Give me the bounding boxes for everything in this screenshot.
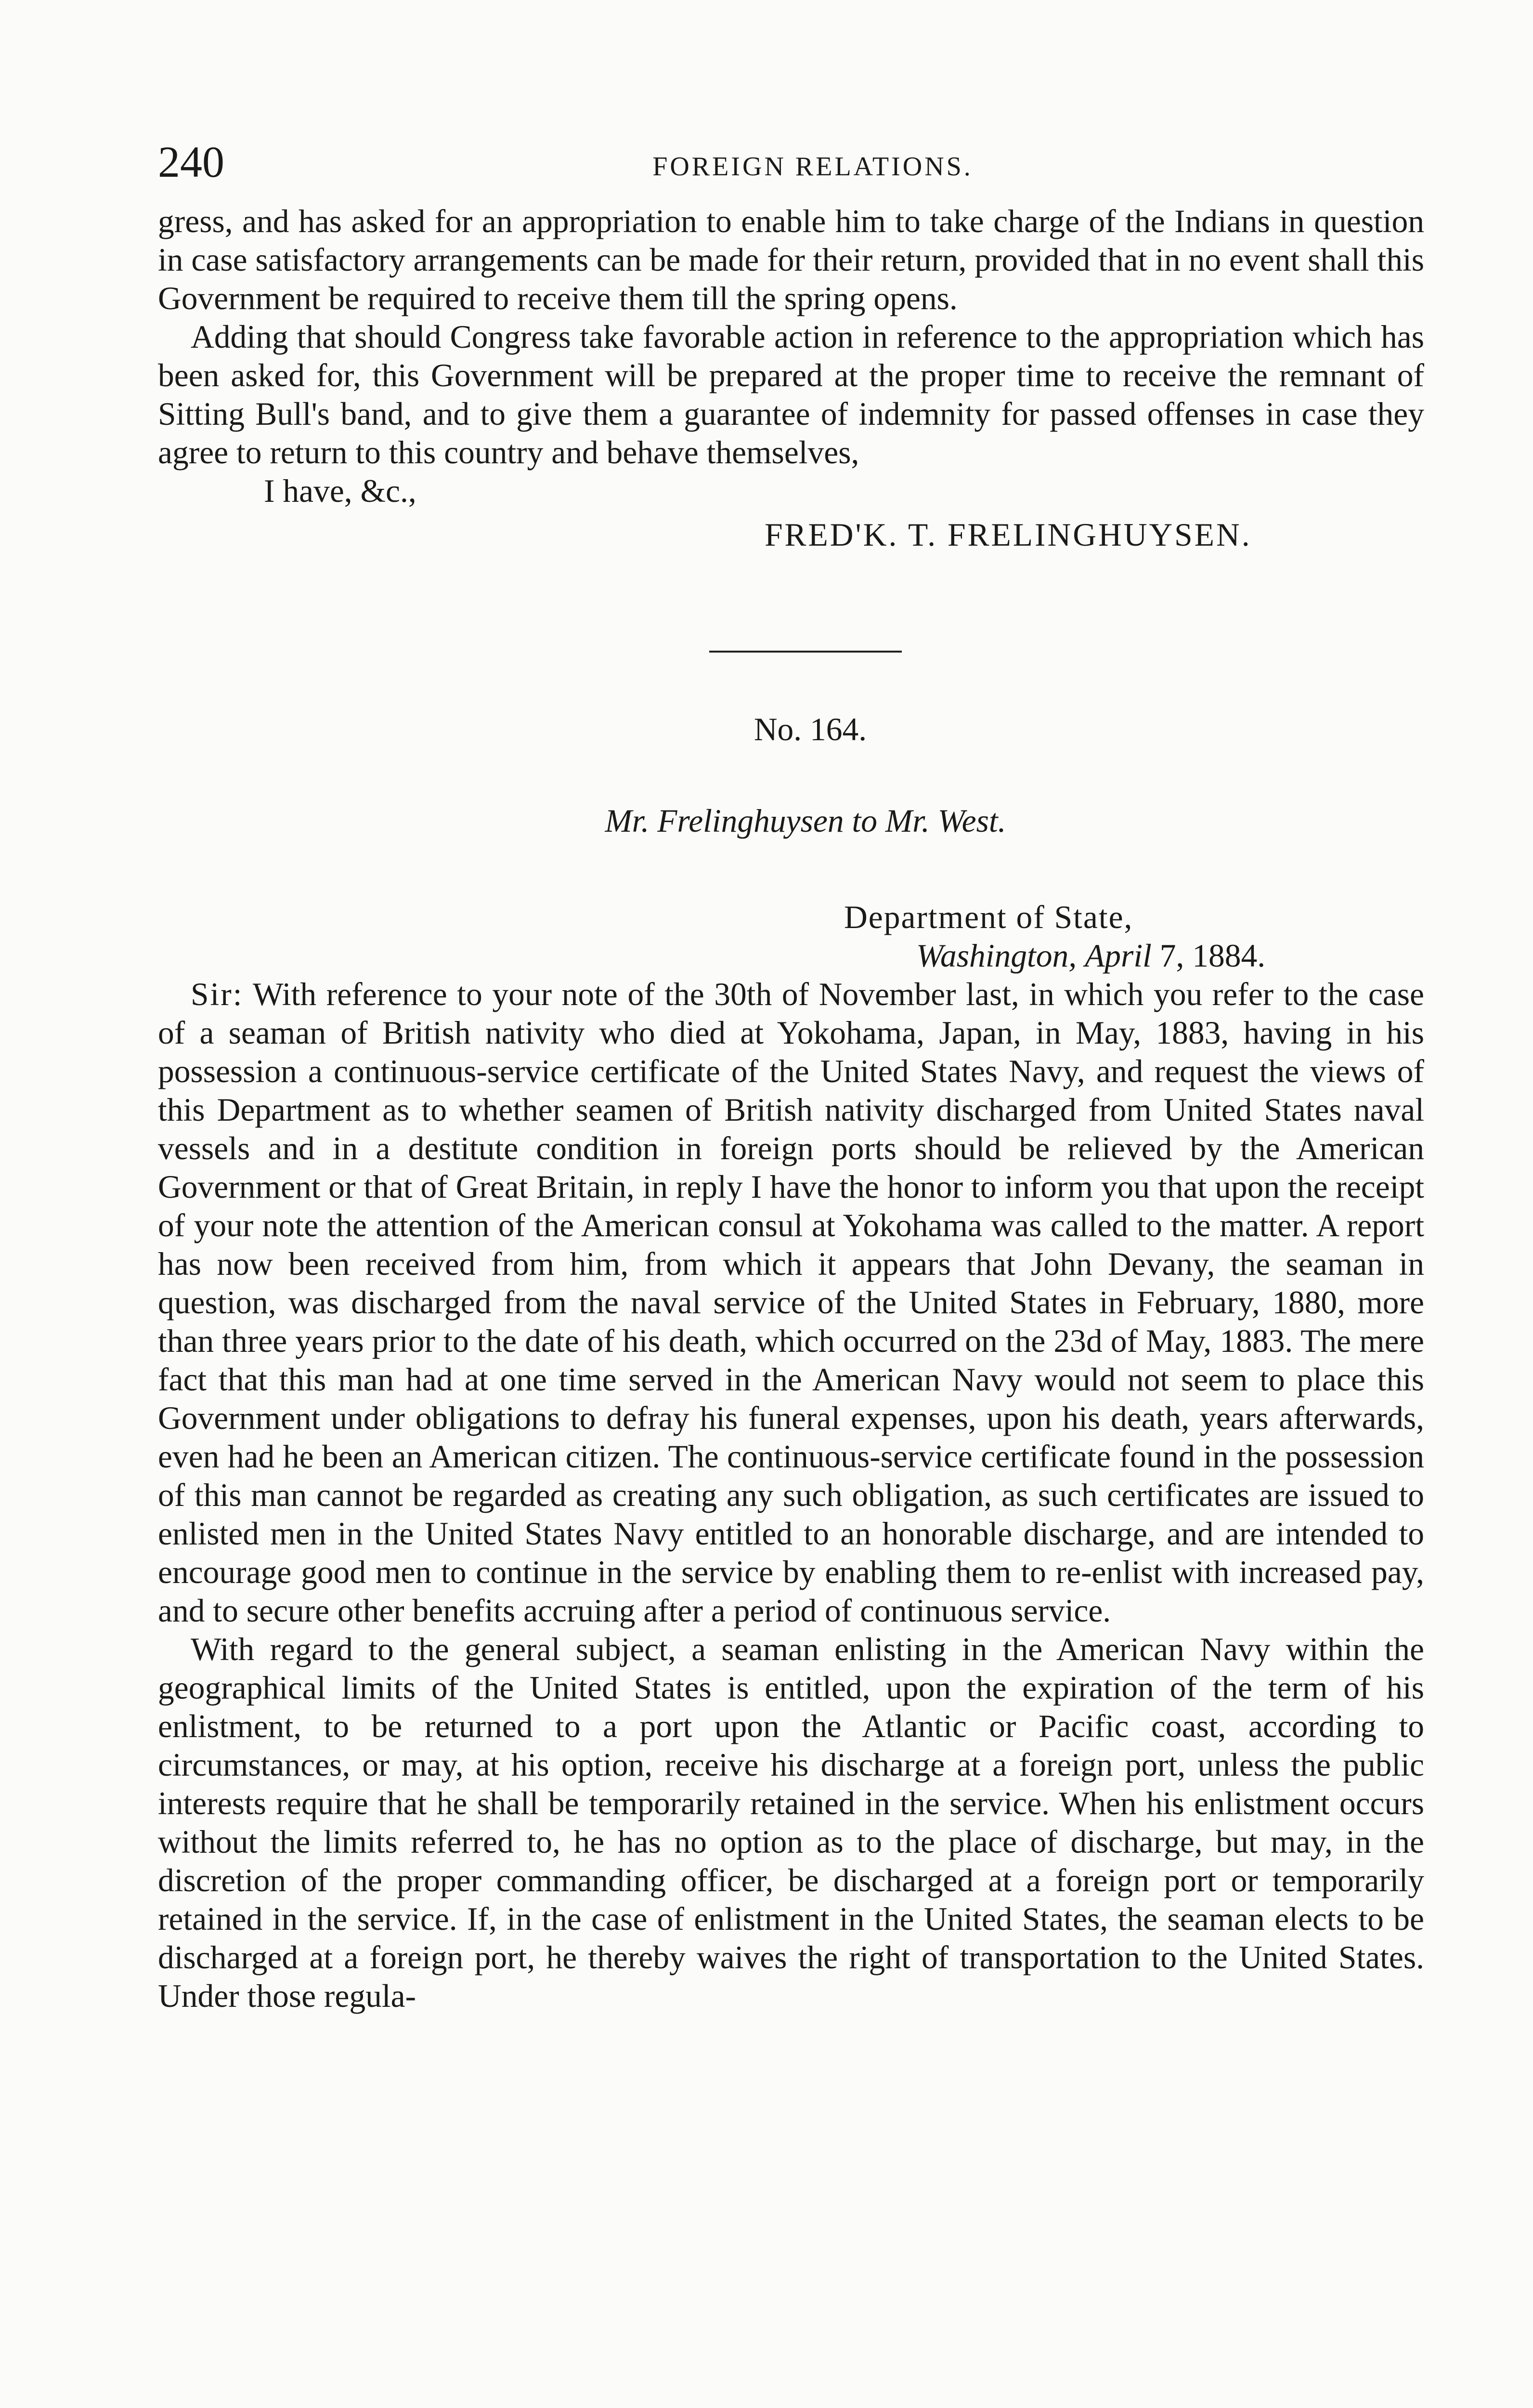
dateline-date [158,937,1424,975]
dateline-day-year: 7, 1884. [1159,938,1266,974]
document-number: No. 164. [754,711,867,747]
previous-letter-paragraph-2: Adding that should Congress take favorable action in reference to the appropriation which has been asked for, this Government will be prepared at the proper time to receive the remnant of Sitting Bull's band, and to give them a guarantee of indemnity for passed offenses in case they agree to return to this country and behave themselves, [158,319,1424,471]
dateline [158,898,1424,975]
letter-paragraph-1 [158,975,1424,1630]
document-page [158,137,1424,2015]
letter-paragraph-2: With regard to the general subject, a seaman enlisting in the American Navy within the geographical limits of the United States is entitled, upon the expiration of the term of his enlistment, to be returned to a port upon the Atlantic or Pacific coast, according to circumstances, or may, at his option, receive his discharge at a foreign port, unless the public interests require that he shall be temporarily retained in the service. When his enlistment occurs without the limits referred to, he has no option as to the place of discharge, but may, in the discretion of the proper commanding officer, be discharged at a foreign port or temporarily retained in the service. If, in the case of enlistment in the United States, the seaman elects to be discharged at a foreign port, he thereby waives the right of transportation to the United States. Under those regula- [158,1631,1424,2014]
running-head [158,137,1424,202]
letter-paragraph-1-text: With reference to your note of the 30th of November last, in which you refer to the case of a seaman of British nativity who died at Yokohama, Japan, in May, 1883, having in his possession a continuous-service certificate of the United States Navy, and request the views of this Department as to whether seamen of British nativity discharged from United States naval vessels and in a destitute condition in foreign ports should be relieved by the American Government or that of Great Britain, in reply I have the honor to inform you that upon the receipt of your note the attention of the American consul at Yokohama was called to the matter. A report has now been received from him, from which it appears that John Devany, the seaman in question, was discharged from the naval service of the United States in February, 1880, more than three years prior to the date of his death, which occurred on the 23d of May, 1883. The mere fact that this man had at one time served in the American Navy would not seem to place this Government under obligations to defray his funeral expenses, upon his death, years afterwards, even had he been an American citizen. The continuous-service certificate found in the possession of this man cannot be regarded as creating any such obligation, as such certificates are issued to enlisted men in the United States Navy entitled to an honorable discharge, and are intended to encourage good men to continue in the service by enabling them to re-enlist with increased pay, and to secure other benefits accruing after a period of continuous service. [158,976,1424,1629]
page-number: 240 [158,137,224,186]
section-divider [709,651,902,653]
dateline-city: Washington, [916,938,1077,974]
dateline-month: April [1085,938,1152,974]
signature: FRED'K. T. FRELINGHUYSEN. [765,517,1252,553]
letter-heading: Mr. Frelinghuysen to Mr. West. [605,803,1006,839]
complimentary-close: I have, &c., [264,473,416,509]
dateline-place: Department of State, [844,899,1133,935]
previous-letter-paragraph-1: gress, and has asked for an appropriation to enable him to take charge of the Indians in question in case satisfactory arrangements can be made for their return, provided that in no event shall this Government be required to receive them till the spring opens. [158,203,1424,316]
running-title: FOREIGN RELATIONS. [652,152,973,182]
salutation: Sir: [191,976,244,1012]
